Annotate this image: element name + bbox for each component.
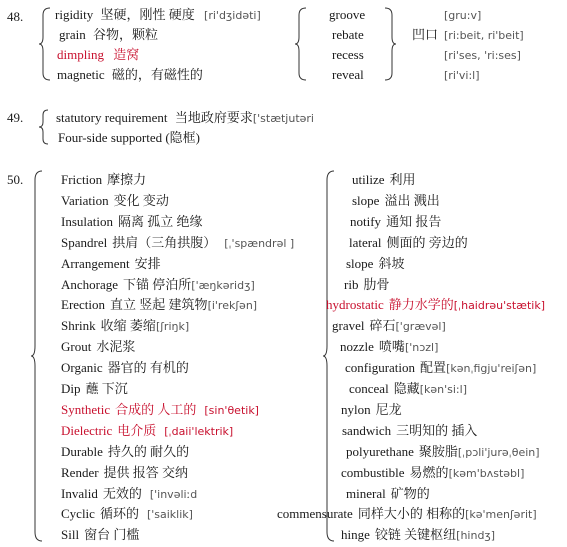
left-brace-49	[38, 109, 50, 145]
word-cn: 窗台 门槛	[84, 527, 140, 543]
section-50-number: 50.	[7, 172, 24, 187]
word-en: mineral	[346, 485, 386, 501]
word-cn: 斜坡	[378, 255, 405, 271]
word-en: Sill	[61, 527, 80, 543]
word-row-50-right-5	[344, 277, 389, 292]
word-cn: 下锚 停泊所	[123, 276, 192, 292]
word-row-48-0	[55, 7, 261, 23]
word-row-50-left-14	[61, 465, 188, 480]
word-cn: 谷物，颗粒	[92, 27, 158, 42]
group-phonetic-48-2: [ri'ses, 'ri:ses]	[444, 49, 521, 62]
word-row-50-right-8	[340, 339, 438, 355]
word-row-50-right-3	[349, 235, 468, 250]
word-en: configuration	[345, 360, 416, 376]
word-row-50-right-13	[346, 444, 540, 460]
group-cn-48: 凹口	[412, 27, 439, 42]
word-en: nylon	[341, 401, 371, 417]
word-en: slope	[352, 192, 380, 208]
word-cn: 无效的	[102, 485, 142, 501]
word-en: Erection	[61, 297, 106, 313]
word-phonetic: [kəm'bʌstəbl]	[448, 466, 525, 480]
word-row-50-left-7	[61, 318, 189, 334]
word-row-50-left-4	[61, 256, 161, 271]
word-cn: 变化 变动	[113, 192, 169, 208]
group-word-48-3: reveal	[332, 67, 364, 82]
word-phonetic: [ˌdaii'lektrik]	[164, 424, 234, 438]
word-en: slope	[346, 255, 374, 271]
word-cn: 利用	[389, 172, 416, 187]
word-en: Dip	[61, 381, 81, 396]
word-en: Grout	[61, 339, 92, 355]
word-row-50-right-2	[350, 214, 441, 229]
word-cn: 聚胺脂	[418, 443, 458, 459]
word-en: grain	[59, 27, 86, 42]
left-brace-48	[38, 7, 52, 81]
word-phonetic: ['æŋkəridʒ]	[191, 278, 255, 292]
word-phonetic: ['saiklik]	[146, 508, 193, 522]
word-row-50-left-9	[61, 360, 189, 375]
word-en: Anchorage	[61, 276, 119, 292]
word-phonetic: [ri'dʒidəti]	[204, 9, 261, 22]
word-en: Cyclic	[61, 506, 95, 522]
word-row-50-right-7	[332, 318, 446, 334]
word-en: magnetic	[57, 67, 105, 82]
word-row-50-right-17	[341, 527, 495, 543]
word-cn: 同样大小的 相称的	[357, 506, 466, 522]
word-cn: 安排	[134, 255, 161, 271]
word-cn: 提供 报答 交纳	[103, 464, 189, 480]
word-en: conceal	[349, 381, 389, 396]
word-phonetic: [i'rekʃən]	[207, 299, 258, 313]
word-phonetic: ['grævəl]	[395, 320, 446, 334]
word-row-50-right-6	[326, 297, 545, 313]
group-phonetic-48-3: [ri'vi:l]	[444, 69, 480, 82]
word-cn: 隐藏	[393, 381, 420, 396]
word-row-50-right-9	[345, 360, 536, 376]
word-row-50-left-0	[61, 172, 146, 187]
word-en: rib	[344, 276, 359, 292]
word-cn: 收缩 萎缩	[100, 318, 156, 334]
word-row-50-right-4	[346, 256, 404, 271]
word-row-50-left-2	[61, 214, 203, 229]
word-cn: 易燃的	[409, 464, 449, 480]
word-cn: 坚硬，刚性 硬度	[100, 7, 195, 22]
word-phonetic: [sin'θetik]	[204, 403, 259, 417]
word-en: commensurate	[277, 506, 353, 522]
word-row-50-right-14	[341, 465, 524, 481]
word-phonetic: [kə'menʃərit]	[465, 508, 537, 522]
word-phonetic: [ˌ'spændrəl ]	[224, 236, 295, 250]
word-cn: 侧面的 旁边的	[386, 234, 468, 250]
word-phonetic: [ˌhaidrəu'stætik]	[453, 299, 546, 313]
word-en: Insulation	[61, 213, 113, 229]
word-phonetic: [ʃriŋk]	[155, 320, 190, 334]
word-en: Invalid	[61, 485, 98, 501]
word-en: notify	[350, 213, 382, 229]
word-cn: 肋骨	[363, 276, 390, 292]
group-phonetic-48-0: [gru:v]	[444, 9, 482, 22]
word-row-50-right-1	[352, 193, 440, 208]
word-cn: 摩擦力	[107, 172, 147, 187]
group-word-48-1: rebate	[332, 27, 364, 42]
word-cn: 当地政府要求	[174, 110, 253, 125]
word-phonetic: [ˌpɔli'jurəˌθein]	[457, 445, 540, 459]
word-en: dimpling	[57, 47, 104, 62]
word-en: polyurethane	[346, 443, 414, 459]
word-phonetic: [kənˌfigju'reiʃən]	[446, 362, 537, 376]
word-en: Synthetic	[61, 401, 111, 417]
word-cn: 溢出 溅出	[384, 192, 440, 208]
word-en: hinge	[341, 527, 370, 543]
word-row-50-right-0	[352, 172, 416, 187]
word-cn: 电介质	[117, 422, 157, 438]
section-49-number: 49.	[7, 110, 24, 125]
word-cn: 通知 报告	[386, 213, 442, 229]
word-row-50-left-17	[61, 527, 139, 542]
section-48-number: 48.	[7, 9, 24, 24]
word-cn: 拱肩（三角拱腹）	[112, 234, 217, 250]
word-cn: 持久的 耐久的	[107, 443, 190, 459]
group-phonetic-48-1: [ri:beit, ri'beit]	[444, 29, 524, 42]
word-en: Shrink	[61, 318, 96, 334]
word-row-50-left-5	[61, 277, 255, 293]
word-cn: 喷嘴	[378, 339, 405, 355]
word-row-48-3	[57, 67, 203, 82]
word-cn: 碎石	[369, 318, 396, 334]
word-en: rigidity	[55, 7, 94, 22]
word-cn: 静力水学的	[388, 297, 454, 313]
word-cn: 水泥浆	[96, 339, 136, 355]
word-en: nozzle	[340, 339, 374, 355]
word-en: Render	[61, 464, 99, 480]
word-en: Spandrel	[61, 234, 108, 250]
word-en: Dielectric	[61, 422, 113, 438]
word-row-50-left-16	[61, 506, 193, 522]
word-row-50-right-11	[341, 402, 402, 417]
word-row-50-left-12	[61, 423, 233, 439]
group-word-48-2: recess	[332, 47, 364, 62]
word-row-50-left-15	[61, 486, 197, 502]
word-en: Organic	[61, 360, 103, 376]
word-cn: 隔离 孤立 绝缘	[118, 213, 203, 229]
word-cn: 尼龙	[375, 401, 402, 417]
word-cn: 铰链 关键枢纽	[374, 527, 457, 543]
word-cn: 三明知的 插入	[396, 422, 478, 438]
left-brace-48-right	[294, 7, 308, 81]
word-cn: 循环的	[99, 506, 139, 522]
word-cn: 直立 竖起 建筑物	[110, 297, 208, 313]
word-en: Durable	[61, 443, 103, 459]
word-row-48-1	[59, 27, 158, 42]
word-phonetic: ['nɔzl]	[404, 341, 439, 355]
word-en: Friction	[61, 172, 103, 187]
word-cn: 器官的 有机的	[107, 360, 189, 376]
word-en: hydrostatic	[326, 297, 384, 313]
word-cn: 矿物的	[390, 485, 430, 501]
word-row-49-0	[56, 110, 314, 126]
word-row-49-1: Four-side supported (隐框)	[58, 130, 200, 145]
word-row-50-right-12	[342, 423, 477, 438]
word-cn: 蘸 下沉	[85, 381, 128, 396]
word-en: combustible	[341, 464, 405, 480]
word-en: gravel	[332, 318, 365, 334]
word-row-50-left-13	[61, 444, 189, 459]
word-cn: 合成的 人工的	[115, 401, 197, 417]
word-cn: 配置	[420, 360, 447, 376]
left-brace-50-right	[322, 170, 336, 542]
word-row-50-right-15	[346, 486, 430, 501]
word-row-50-left-3	[61, 235, 294, 251]
word-row-50-right-10	[349, 381, 467, 397]
word-phonetic: ['invəliːd	[149, 487, 198, 501]
word-en: statutory requirement	[56, 110, 168, 125]
word-row-50-left-1	[61, 193, 169, 208]
group-word-48-0: groove	[329, 7, 366, 22]
word-row-50-right-16	[277, 506, 537, 522]
word-row-48-2	[57, 47, 139, 62]
left-brace-50	[30, 170, 44, 542]
word-en: Variation	[61, 192, 109, 208]
word-en: lateral	[349, 234, 382, 250]
word-phonetic: ['stætjutəri	[252, 112, 314, 125]
word-phonetic: [hindʒ]	[456, 529, 496, 543]
word-row-50-left-6	[61, 297, 257, 313]
word-phonetic: [kən'si:l]	[419, 383, 467, 396]
word-cn: 造窝	[113, 47, 140, 62]
word-row-50-left-11	[61, 402, 259, 418]
right-brace-48	[383, 7, 397, 81]
word-en: utilize	[352, 172, 385, 187]
word-en: Arrangement	[61, 255, 130, 271]
word-row-50-left-10	[61, 381, 128, 396]
word-en: sandwich	[342, 422, 392, 438]
word-cn: 磁的，有磁性的	[111, 67, 203, 82]
word-row-50-left-8	[61, 339, 135, 354]
